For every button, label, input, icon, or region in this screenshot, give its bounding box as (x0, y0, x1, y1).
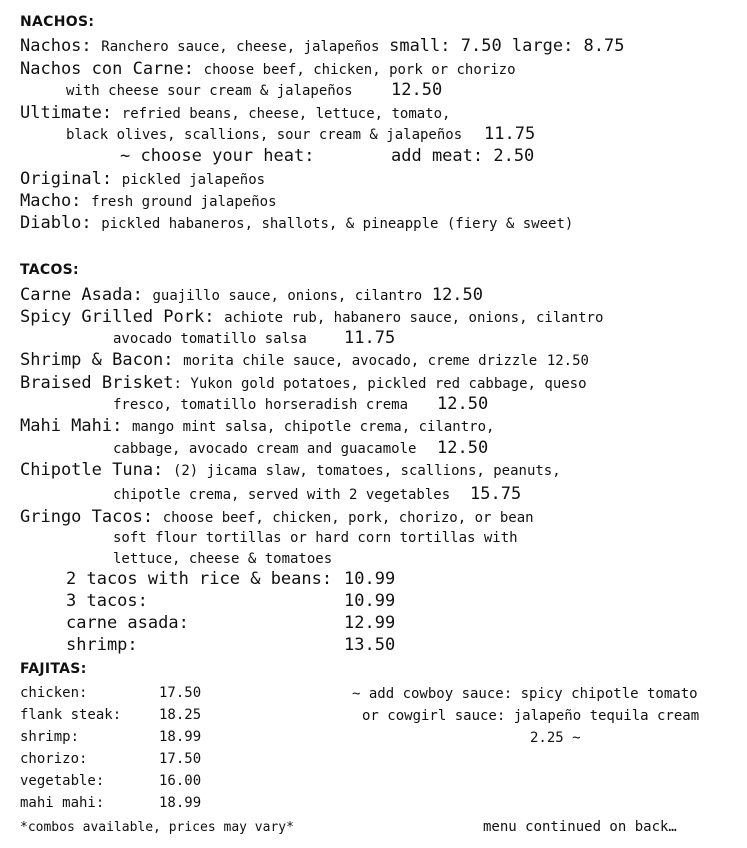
menu-continued-note: menu continued on back… (483, 819, 677, 835)
item-name: Braised Brisket (20, 373, 174, 393)
fajita-label: chorizo: (20, 751, 88, 767)
fajita-price: 18.99 (159, 729, 202, 745)
item-price: 15.75 (470, 484, 522, 504)
heat-macho (20, 191, 277, 211)
heat-original (20, 169, 265, 189)
sauce-note-line1: ~ add cowboy sauce: spicy chipotle tomato (352, 686, 698, 702)
menu-item-nachos (20, 36, 625, 56)
gringo-option-price: 13.50 (344, 635, 396, 655)
item-price: 12.50 (437, 394, 489, 414)
item-price: 12.50 (437, 438, 489, 458)
item-desc-cont: soft flour tortillas or hard corn tortillas with (113, 530, 518, 546)
combos-note: *combos available, prices may vary* (20, 820, 294, 835)
item-desc: morita chile sauce, avocado, creme drizzle (183, 353, 538, 369)
heat-desc: pickled habaneros, shallots, & pineapple (fiery & sweet) (101, 216, 574, 232)
fajita-label: mahi mahi: (20, 795, 105, 811)
sauce-note-price: 2.25 ~ (530, 730, 581, 746)
gringo-option-label: shrimp: (66, 635, 138, 655)
menu-item-gringo-tacos (20, 507, 534, 527)
item-name: Mahi Mahi: (20, 416, 123, 436)
item-desc: : Yukon gold potatoes, pickled red cabbage, queso (173, 376, 587, 392)
sauce-note-line2: or cowgirl sauce: jalapeño tequila cream (362, 708, 700, 724)
menu-item-carne-asada (20, 285, 483, 305)
item-name: Spicy Grilled Pork: (20, 307, 215, 327)
item-desc-cont: avocado tomatillo salsa (113, 331, 307, 347)
heat-desc: pickled jalapeños (121, 172, 266, 188)
gringo-option-label: 3 tacos: (66, 591, 148, 611)
gringo-option-price: 12.99 (344, 613, 396, 633)
item-desc: (2) jicama slaw, tomatoes, scallions, peanuts, (172, 463, 561, 479)
fajita-label: shrimp: (20, 729, 80, 745)
menu-item-mahi-mahi (20, 416, 494, 436)
item-name: Ultimate: (20, 103, 113, 123)
fajita-label: chicken: (20, 685, 88, 701)
item-desc: Ranchero sauce, cheese, jalapeños (101, 39, 380, 55)
item-name: Chipotle Tuna: (20, 460, 164, 480)
heat-name: Diablo: (20, 213, 92, 233)
item-desc-cont: chipotle crema, served with 2 vegetables (113, 487, 451, 503)
item-desc: achiote rub, habanero sauce, onions, cilantro (224, 310, 604, 326)
nachos-header: NACHOS: (20, 14, 95, 30)
item-name: Carne Asada: (20, 285, 143, 305)
fajita-price: 18.25 (159, 707, 202, 723)
tacos-header: TACOS: (20, 262, 79, 278)
item-name: Nachos con Carne: (20, 59, 194, 79)
item-desc: choose beef, chicken, pork or chorizo (203, 62, 516, 78)
menu-item-shrimp-bacon (20, 350, 589, 370)
item-price: 12.50 (546, 353, 589, 369)
item-price: 12.50 (391, 80, 443, 100)
fajitas-header: FAJITAS: (20, 661, 87, 677)
item-desc-cont: black olives, scallions, sour cream & jalapeños (66, 127, 463, 143)
item-price: 11.75 (344, 328, 396, 348)
menu-item-chipotle-tuna (20, 460, 561, 480)
fajita-price: 18.99 (159, 795, 202, 811)
item-desc: mango mint salsa, chipotle crema, cilantro, (132, 419, 495, 435)
menu-item-spicy-grilled-pork (20, 307, 603, 327)
heat-name: Original: (20, 169, 113, 189)
fajita-price: 17.50 (159, 751, 202, 767)
item-price: 12.50 (431, 285, 484, 305)
fajita-price: 16.00 (159, 773, 202, 789)
heat-diablo (20, 213, 573, 233)
heat-name: Macho: (20, 191, 82, 211)
menu-item-braised-brisket (20, 373, 587, 393)
item-desc-cont: with cheese sour cream & jalapeños (66, 83, 353, 99)
gringo-option-price: 10.99 (344, 569, 396, 589)
item-desc-cont: fresco, tomatillo horseradish crema (113, 397, 409, 413)
heat-label: ~ choose your heat: (120, 146, 315, 166)
item-name: Shrimp & Bacon: (20, 350, 174, 370)
fajita-label: flank steak: (20, 707, 122, 723)
gringo-option-label: 2 tacos with rice & beans: (66, 569, 333, 589)
item-desc-cont: cabbage, avocado cream and guacamole (113, 441, 417, 457)
item-desc: choose beef, chicken, pork, chorizo, or bean (162, 510, 534, 526)
item-desc: refried beans, cheese, lettuce, tomato, (121, 106, 451, 122)
fajita-label: vegetable: (20, 773, 105, 789)
gringo-option-price: 10.99 (344, 591, 396, 611)
item-price: small: 7.50 large: 8.75 (389, 36, 625, 56)
fajita-price: 17.50 (159, 685, 202, 701)
menu-item-ultimate (20, 103, 451, 123)
item-price: 11.75 (484, 124, 536, 144)
item-desc: guajillo sauce, onions, cilantro (152, 288, 423, 304)
heat-desc: fresh ground jalapeños (91, 194, 277, 210)
item-name: Gringo Tacos: (20, 507, 154, 527)
add-meat-price: add meat: 2.50 (391, 146, 535, 166)
item-name: Nachos: (20, 36, 92, 56)
item-desc-cont: lettuce, cheese & tomatoes (113, 551, 333, 567)
gringo-option-label: carne asada: (66, 613, 189, 633)
menu-item-nachos-con-carne (20, 59, 516, 79)
